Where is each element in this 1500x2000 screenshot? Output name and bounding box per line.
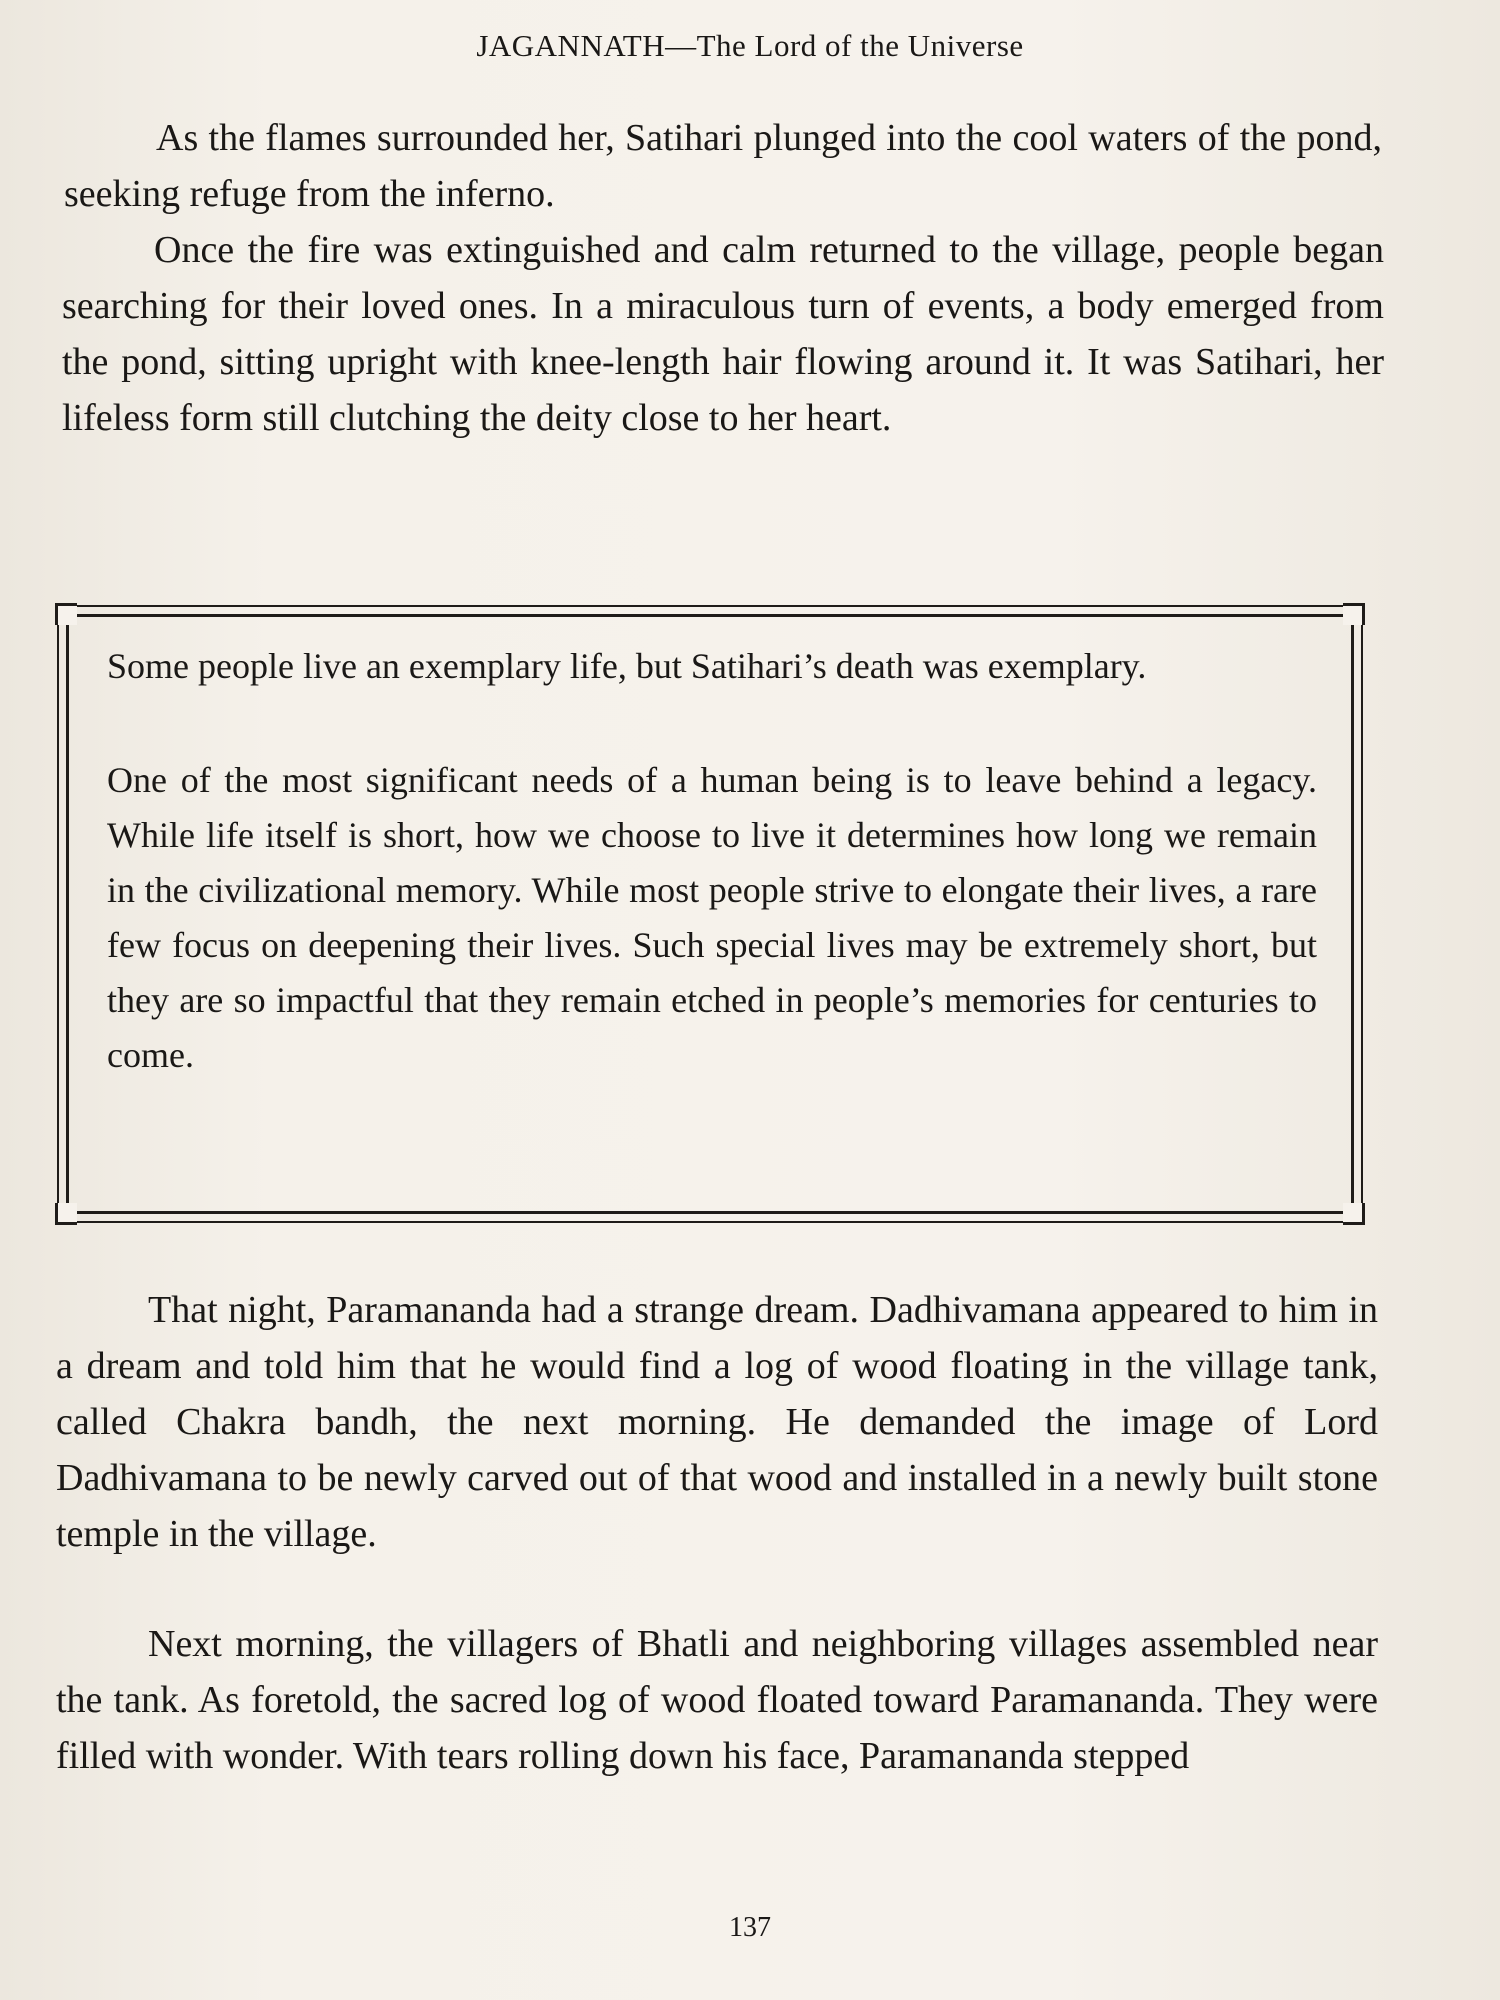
corner-ornament-icon [1343, 603, 1365, 625]
paragraph-text: That night, Paramananda had a strange dream. Dadhivamana appeared to him in a dream and told him that he would find a log of wood floating in the village tank, called Chakra bandh, the next morning. He demanded the image of Lord Dadhivamana to be newly carved out of that wood and installed in a newly built stone temple in the village. [56, 1289, 1378, 1555]
paragraph [56, 1282, 1378, 1562]
highlight-box [66, 614, 1354, 1214]
paragraph-text: Once the fire was extinguished and calm returned to the village, people began searching for their loved ones. In a miraculous turn of events, a body emerged from the pond, sitting upright with knee-length hair flowing around it. It was Satihari, her lifeless form still clutching the deity close to her heart. [62, 229, 1384, 439]
corner-ornament-icon [55, 603, 77, 625]
paragraph-text: Next morning, the villagers of Bhatli and neighboring villages assembled near the tank. As foretold, the sacred log of wood floated toward Paramananda. They were filled with wonder. With tears rolling down his face, Paramananda stepped [56, 1623, 1378, 1777]
running-header: JAGANNATH—The Lord of the Universe [476, 28, 1024, 63]
box-paragraph: One of the most significant needs of a human being is to leave behind a legacy. While life itself is short, how we choose to live it determines how long we remain in the civilizational memory. While most people strive to elongate their lives, a rare few focus on deepening their lives. Such special lives may be extremely short, but they are so impactful that they remain etched in people’s memories for centuries to come. [107, 760, 1317, 1075]
box-paragraph: Some people live an exemplary life, but Satihari’s death was exemplary. [107, 646, 1147, 686]
paragraph [62, 222, 1384, 446]
page-number: 137 [729, 1912, 771, 1943]
corner-ornament-icon [55, 1203, 77, 1225]
paragraph-text: As the flames surrounded her, Satihari plunged into the cool waters of the pond, seeking refuge from the inferno. [64, 117, 1382, 215]
paragraph [56, 1616, 1378, 1784]
corner-ornament-icon [1343, 1203, 1365, 1225]
paragraph [64, 110, 1382, 222]
